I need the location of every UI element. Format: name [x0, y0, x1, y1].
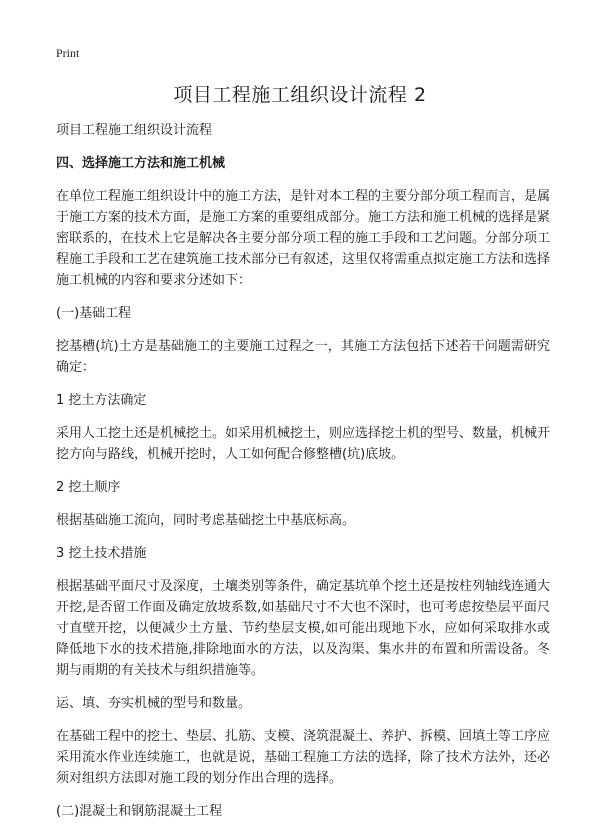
machinery-paragraph: 运、填、夯实机械的型号和数量。: [56, 696, 252, 711]
intro-paragraph: 在单位工程施工组织设计中的施工方法，是针对本工程的主要分部分项工程而言，是属于施工方案的技术方面，是施工方案的重要组成部分。施工方法和施工机械的选择是紧密联系的，在技术上它是解决各主要分部分项工程的施工手段和工艺问题。分部分项工程施工手段和工艺在建筑施工技术部分已有叙述，这里仅将需重点拟定施工方法和选择施工机械的内容和要求分述如下：: [56, 189, 551, 288]
print-label: Print: [56, 46, 80, 60]
item-heading-excavation-order: 2 挖土顺序: [56, 480, 121, 495]
foundation-paragraph: 挖基槽(坑)土方是基础施工的主要施工过程之一，其施工方法包括下述若干问题需研究确定：: [56, 339, 550, 375]
excavation-method-paragraph: 采用人工挖土还是机械挖土。如采用机械挖土，则应选择挖土机的型号、数量，机械开挖方向与路线，机械开挖时，人工如何配合修整槽(坑)底坡。: [56, 426, 551, 462]
document-content: [56, 120, 550, 834]
item-heading-excavation-method: 1 挖土方法确定: [56, 393, 147, 408]
excavation-order-paragraph: 根据基础施工流向，同时考虑基础挖土中基底标高。: [56, 513, 356, 528]
section-heading: 四、选择施工方法和施工机械: [56, 156, 226, 171]
excavation-measures-paragraph: 根据基础平面尺寸及深度，土壤类别等条件，确定基坑单个挖土还是按柱列轴线连通大开挖,是否留工作面及确定放坡系数,如基础尺寸不大也不深时，也可考虑按垫层平面尺寸直壁开挖，以便减少土方量、节约垫层支模,如可能出现地下水，应如何采取排水或降低地下水的技术措施,排除地面水的方法，以及沟渠、集水井的布置和所需设备。冬期与雨期的有关技术与组织措施等。: [56, 579, 551, 678]
subsection-heading-concrete: (二)混凝土和钢筋混凝土工程: [56, 804, 223, 819]
item-heading-excavation-measures: 3 挖土技术措施: [56, 546, 147, 561]
subsection-heading-foundation: (一)基础工程: [56, 306, 132, 321]
page-title: 项目工程施工组织设计流程 2: [173, 84, 427, 106]
document-subtitle: 项目工程施工组织设计流程: [56, 123, 213, 138]
flow-operation-paragraph: 在基础工程中的挖土、垫层、扎筋、支模、浇筑混凝土、养护、拆模、回填土等工序应采用流水作业连续施工，也就是说，基础工程施工方法的选择，除了技术方法外，还必须对组织方法即对施工段的划分作出合理的选择。: [56, 729, 551, 786]
